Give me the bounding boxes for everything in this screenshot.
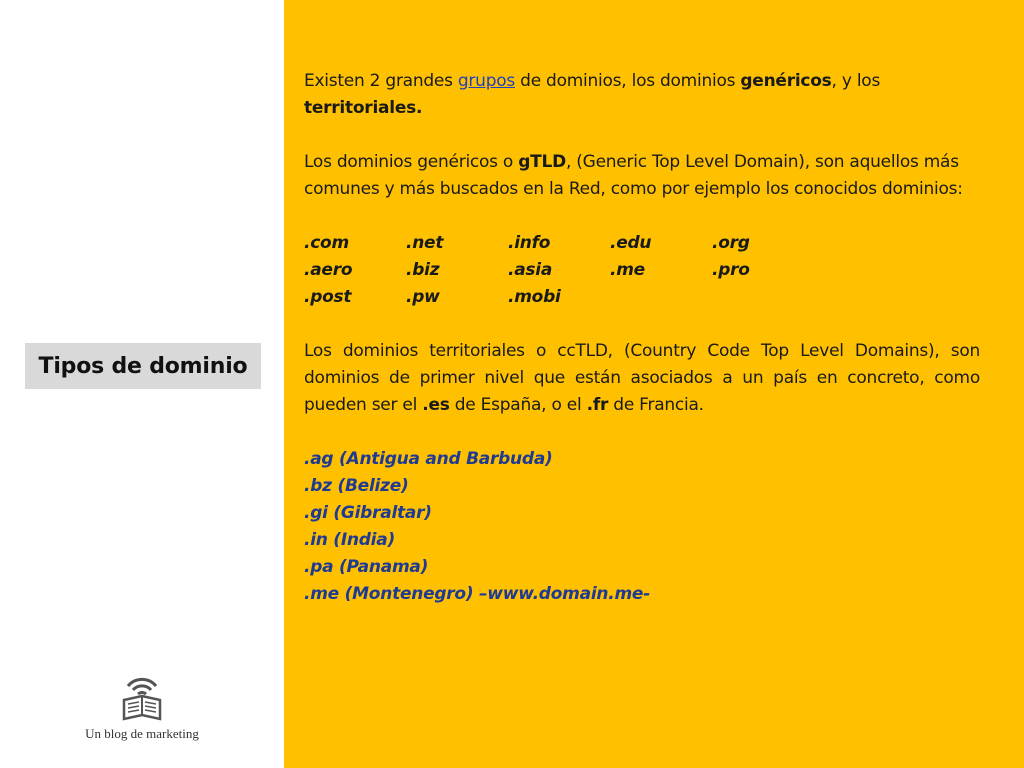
grupos-link[interactable]: grupos [457,71,515,91]
country-domain-item: .pa (Panama) [304,557,429,577]
country-domain-item: .ag (Antigua and Barbuda) [304,449,553,469]
book-wifi-icon [120,672,164,722]
gtld-paragraph: Los dominios genéricos o gTLD, (Generic Top Level Domain), son aquellos más comunes y más buscados en la Red, como por ejemplo los conocidos dominios: [304,152,963,199]
content-text [304,68,980,608]
country-domain-item: .in (India) [304,530,395,550]
domain-item: .aero [304,260,353,280]
domain-item: .org [712,233,750,253]
domains-row [304,284,980,311]
country-domain-item: .gi (Gibraltar) [304,503,432,523]
domain-item: .pro [712,260,750,280]
domain-item: .pw [406,287,440,307]
cctld-paragraph: Los dominios territoriales o ccTLD, (Country Code Top Level Domains), son dominios de primer nivel que están asociados a un país en concreto, como pueden ser el .es de España, o el .fr de Francia. [304,341,980,415]
domains-row [304,230,980,257]
logo-caption: Un blog de marketing [85,726,199,741]
country-domain-item: .me (Montenegro) –www.domain.me- [304,584,651,604]
domain-item: .mobi [508,287,561,307]
domain-item: .biz [406,260,440,280]
blog-logo [80,672,204,746]
country-domain-item: .bz (Belize) [304,476,409,496]
domain-item: .net [406,233,444,253]
domain-item: .com [304,233,349,253]
country-domains-list [304,446,980,608]
domain-item: .info [508,233,551,253]
domains-row [304,257,980,284]
domain-item: .me [610,260,645,280]
domain-item: .asia [508,260,553,280]
domain-item: .post [304,287,352,307]
slide-title: Tipos de dominio [25,343,261,389]
domain-item: .edu [610,233,652,253]
intro-paragraph: Existen 2 grandes grupos de dominios, los dominios genéricos, y los territoriales. [304,71,881,118]
left-panel [0,0,284,768]
generic-domains-grid [304,230,980,311]
